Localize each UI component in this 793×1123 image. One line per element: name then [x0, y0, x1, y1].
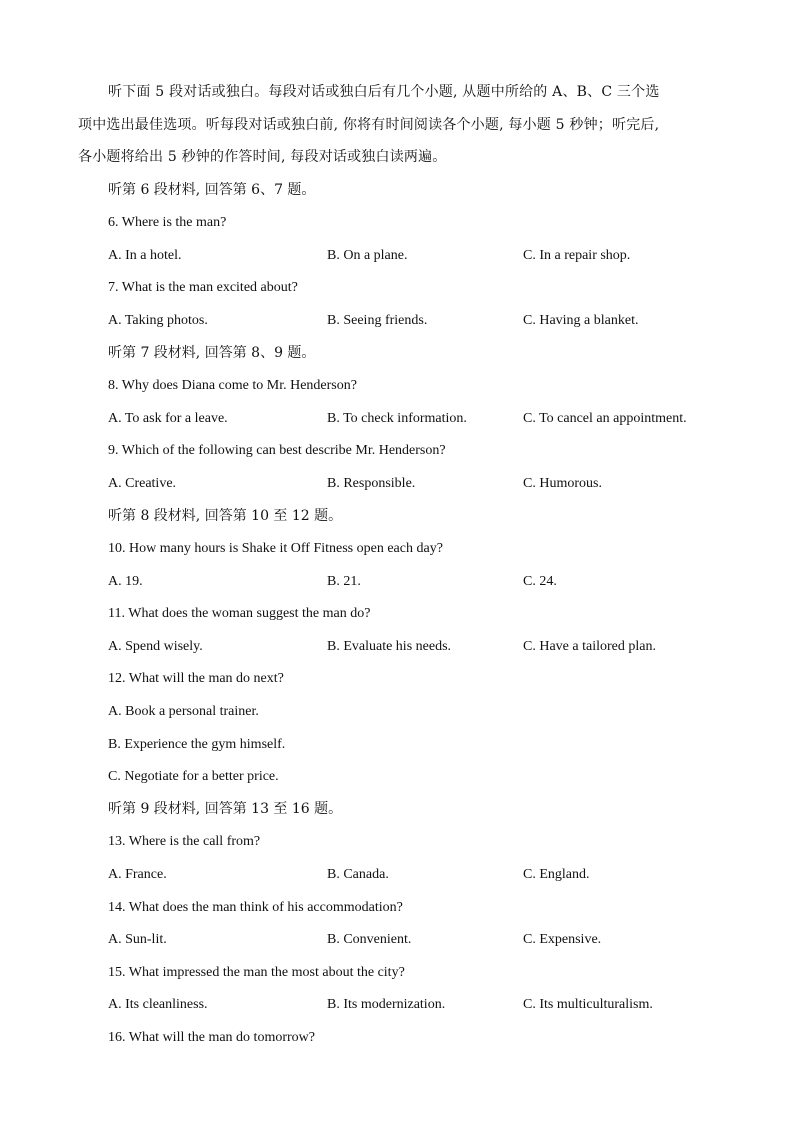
intro-line-3: 各小题将给出 5 秒钟的作答时间, 每段对话或独白读两遍。: [78, 149, 447, 165]
question-14-stem: 14. What does the man think of his accommodation?: [108, 900, 403, 915]
question-13-option-a: A. France.: [108, 867, 167, 882]
question-8-stem: 8. Why does Diana come to Mr. Henderson?: [108, 378, 357, 393]
question-7-option-a: A. Taking photos.: [108, 313, 208, 328]
question-11-stem: 11. What does the woman suggest the man do?: [108, 606, 371, 621]
question-7-option-c: C. Having a blanket.: [523, 313, 639, 328]
question-6-option-b: B. On a plane.: [327, 248, 408, 263]
section-heading-7: 听第 7 段材料, 回答第 8、9 题。: [108, 345, 316, 361]
question-11-option-a: A. Spend wisely.: [108, 639, 203, 654]
question-6-option-c: C. In a repair shop.: [523, 248, 631, 263]
question-14-option-c: C. Expensive.: [523, 932, 602, 947]
question-6-option-a: A. In a hotel.: [108, 248, 182, 263]
question-11-option-b: B. Evaluate his needs.: [327, 639, 452, 654]
question-9-stem: 9. Which of the following can best describe Mr. Henderson?: [108, 443, 446, 458]
question-10-option-c: C. 24.: [523, 574, 557, 589]
question-9-option-b: B. Responsible.: [327, 476, 416, 491]
question-14-option-a: A. Sun-lit.: [108, 932, 167, 947]
question-8-option-a: A. To ask for a leave.: [108, 411, 228, 426]
question-9-option-c: C. Humorous.: [523, 476, 602, 491]
question-7-stem: 7. What is the man excited about?: [108, 280, 298, 295]
question-13-option-b: B. Canada.: [327, 867, 389, 882]
question-12-option-a: A. Book a personal trainer.: [108, 704, 259, 719]
question-14-option-b: B. Convenient.: [327, 932, 412, 947]
question-15-option-c: C. Its multiculturalism.: [523, 997, 653, 1012]
intro-line-1: 听下面 5 段对话或独白。每段对话或独白后有几个小题, 从题中所给的 A、B、C 三个选: [108, 84, 660, 100]
question-10-stem: 10. How many hours is Shake it Off Fitness open each day?: [108, 541, 443, 556]
section-heading-9: 听第 9 段材料, 回答第 13 至 16 题。: [108, 801, 343, 817]
question-15-option-a: A. Its cleanliness.: [108, 997, 208, 1012]
question-11-option-c: C. Have a tailored plan.: [523, 639, 656, 654]
question-8-option-b: B. To check information.: [327, 411, 467, 426]
question-10-option-a: A. 19.: [108, 574, 143, 589]
question-9-option-a: A. Creative.: [108, 476, 177, 491]
question-7-option-b: B. Seeing friends.: [327, 313, 428, 328]
question-10-option-b: B. 21.: [327, 574, 361, 589]
question-15-option-b: B. Its modernization.: [327, 997, 446, 1012]
section-heading-6: 听第 6 段材料, 回答第 6、7 题。: [108, 182, 316, 198]
intro-line-2: 项中选出最佳选项。听每段对话或独白前, 你将有时间阅读各个小题, 每小题 5 秒钟；听完后,: [78, 117, 660, 133]
question-12-option-b: B. Experience the gym himself.: [108, 737, 286, 752]
question-12-stem: 12. What will the man do next?: [108, 671, 284, 686]
question-13-stem: 13. Where is the call from?: [108, 834, 261, 849]
question-6-stem: 6. Where is the man?: [108, 215, 227, 230]
question-12-option-c: C. Negotiate for a better price.: [108, 769, 279, 784]
question-13-option-c: C. England.: [523, 867, 590, 882]
section-heading-8: 听第 8 段材料, 回答第 10 至 12 题。: [108, 508, 343, 524]
question-15-stem: 15. What impressed the man the most about the city?: [108, 965, 405, 980]
question-8-option-c: C. To cancel an appointment.: [523, 411, 687, 426]
question-16-stem: 16. What will the man do tomorrow?: [108, 1030, 315, 1045]
